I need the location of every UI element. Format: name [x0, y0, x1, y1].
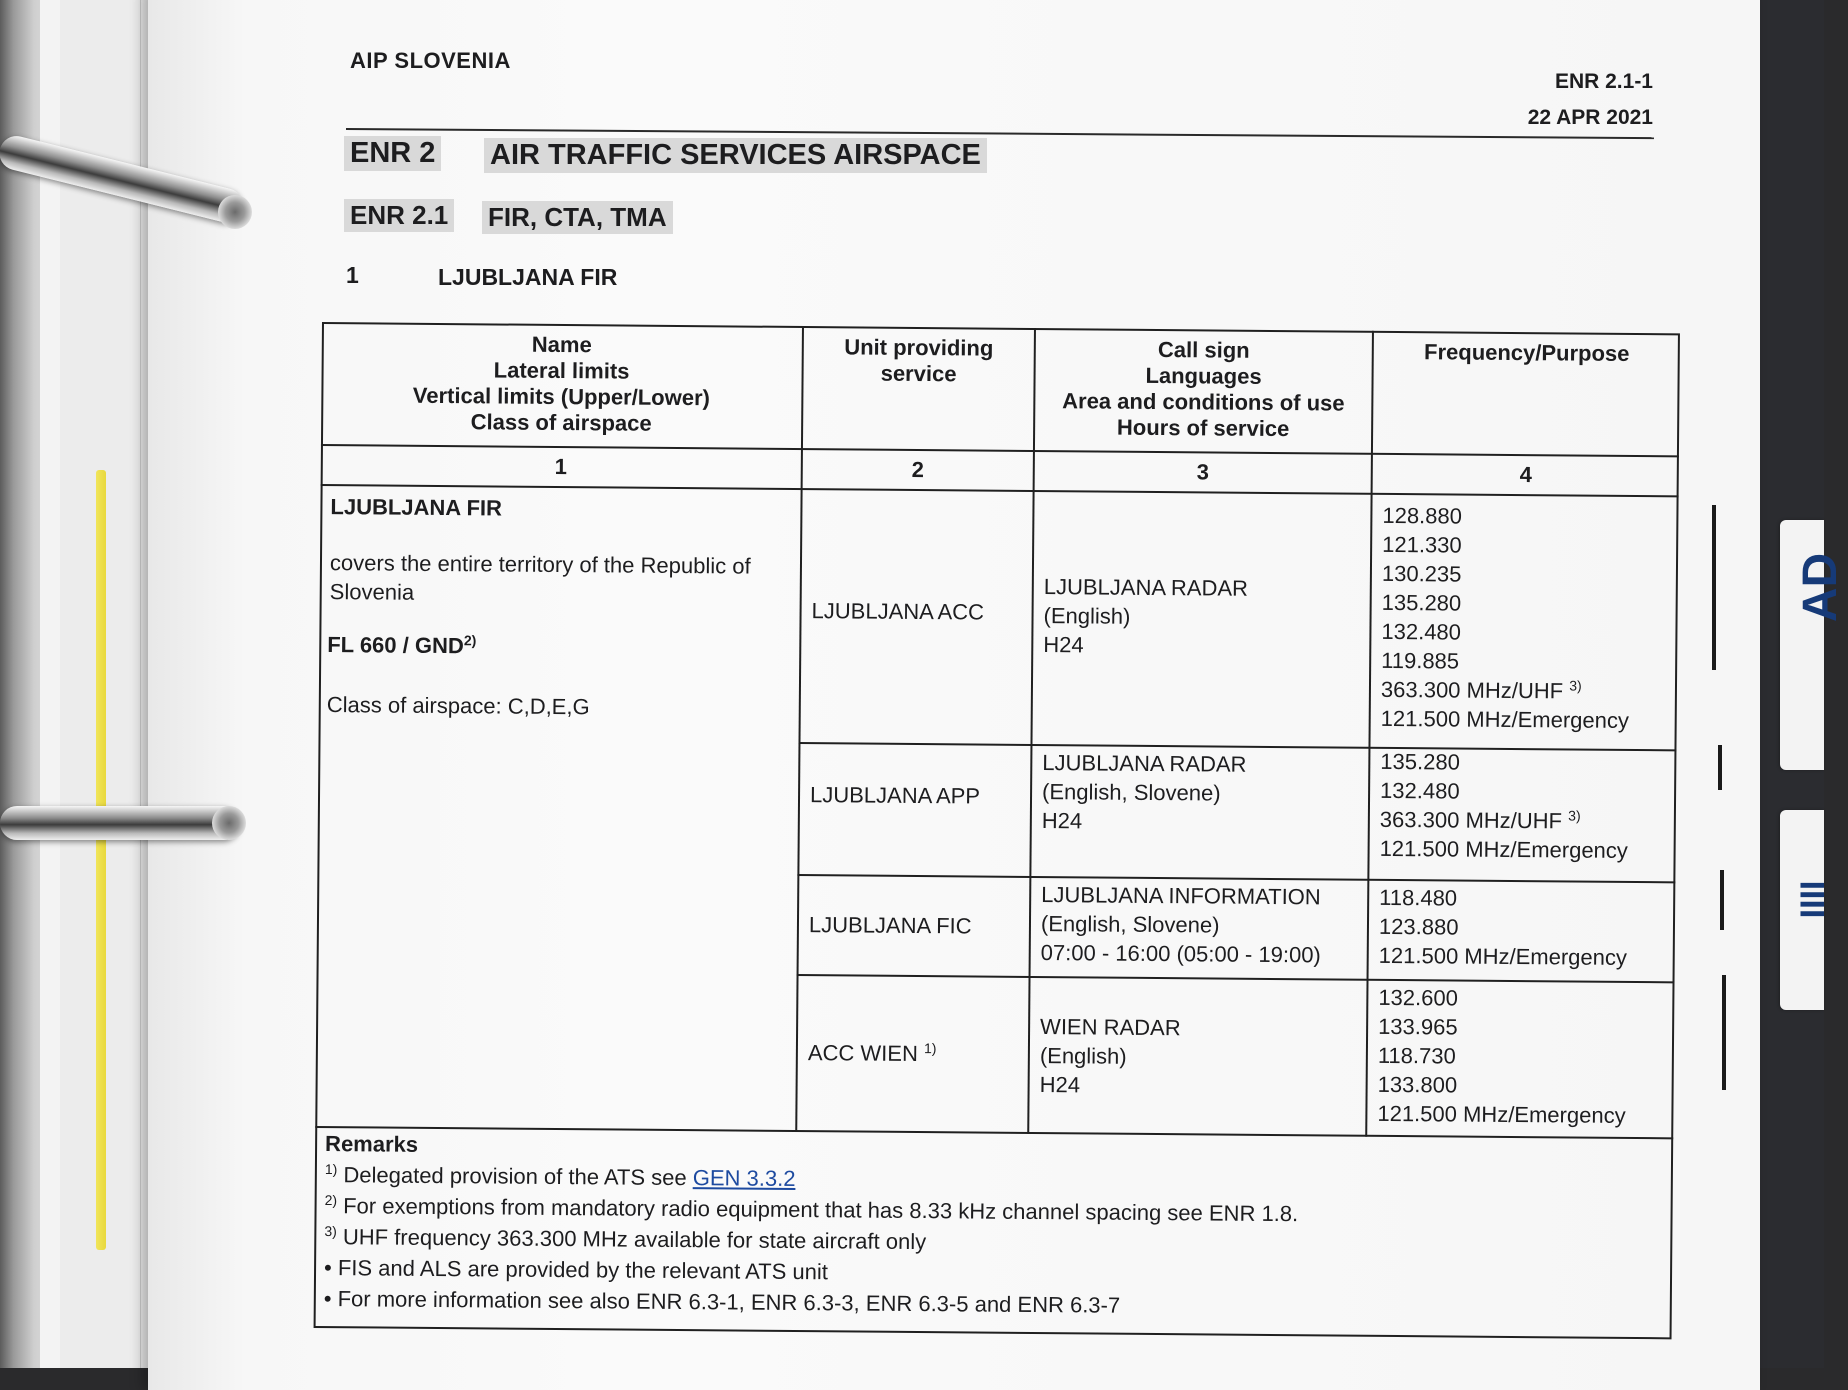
col-number-1: 1: [554, 453, 568, 480]
frequency-item: [1380, 805, 1628, 836]
gen-3-3-2-link[interactable]: GEN 3.3.2: [692, 1165, 796, 1191]
callsign-line: H24: [1039, 1072, 1081, 1098]
footnote-ref: 1): [923, 1040, 937, 1057]
col-header-3: [1035, 336, 1372, 443]
frequency-item: 135.280: [1380, 748, 1460, 775]
fir-lateral-limits: covers the entire territory of the Republic of Slovenia: [329, 550, 751, 605]
frequency-item: 123.880: [1378, 913, 1459, 940]
remark-marker: 2): [324, 1192, 338, 1209]
col-header-line: Unit providing: [844, 334, 994, 361]
col-header-line: Lateral limits: [493, 357, 630, 384]
remark-bullet: •: [323, 1255, 332, 1281]
fir-name: LJUBLJANA FIR: [330, 494, 503, 521]
frequency-item: 128.880: [1382, 502, 1463, 529]
frequency-item: 121.500 MHz/Emergency: [1377, 1100, 1626, 1128]
col-number-4: 4: [1519, 462, 1532, 488]
frequency-item: [1381, 675, 1629, 706]
heading-1-number: ENR 2: [344, 136, 441, 171]
airspace-table: [314, 322, 1680, 1341]
col-header-line: Languages: [1145, 362, 1262, 389]
col-header-line: Call sign: [1157, 337, 1250, 363]
callsign-line: (English, Slovene): [1041, 779, 1221, 806]
frequencies-acc-wien: [1377, 983, 1626, 1130]
frequency-item: 121.500 MHz/Emergency: [1379, 835, 1628, 863]
side-tab-glyph: IIII: [1792, 880, 1831, 919]
callsign-line: LJUBLJANA RADAR: [1042, 750, 1247, 777]
unit-acc-wien: [808, 1038, 937, 1068]
fir-airspace-class: Class of airspace: C,D,E,G: [326, 692, 590, 720]
frequency-item: 119.885: [1381, 647, 1460, 674]
heading-2-title: FIR, CTA, TMA: [482, 201, 673, 234]
callsign-line: 07:00 - 16:00 (05:00 - 19:00): [1040, 940, 1321, 968]
callsign-line: WIEN RADAR: [1040, 1014, 1181, 1041]
frequency-item: 121.500 MHz/Emergency: [1380, 705, 1630, 733]
remark-text: FIS and ALS are provided by the relevant ATS unit: [337, 1255, 828, 1285]
remarks-title: Remarks: [325, 1131, 419, 1157]
remark-marker: 3): [324, 1223, 337, 1240]
frequency-item: 133.800: [1377, 1071, 1458, 1098]
unit-ljubljana-fic: LJUBLJANA FIC: [808, 912, 972, 939]
callsign-line: (English, Slovene): [1040, 911, 1220, 938]
remark-text: Delegated provision of the ATS see: [343, 1162, 693, 1191]
frequency-item: 132.480: [1381, 618, 1462, 645]
callsign-line: H24: [1041, 808, 1083, 834]
frequency-item: 132.600: [1378, 984, 1459, 1011]
remark-marker: 1): [324, 1161, 338, 1178]
col-header-4: [1374, 339, 1680, 368]
frequency-item: 130.235: [1381, 560, 1462, 587]
side-tab-label: AD: [1794, 552, 1848, 623]
col-header-2: [803, 334, 1033, 388]
col-header-line: Name: [531, 331, 592, 358]
unit-ljubljana-acc: LJUBLJANA ACC: [811, 598, 985, 625]
header-page-id: ENR 2.1-1: [1554, 70, 1653, 93]
frequency-item: 118.480: [1379, 884, 1458, 911]
col-number-2: 2: [911, 456, 925, 483]
unit-ljubljana-app: LJUBLJANA APP: [809, 782, 981, 809]
heading-2-number: ENR 2.1: [344, 199, 454, 232]
heading-1-title: AIR TRAFFIC SERVICES AIRSPACE: [484, 138, 987, 173]
callsign-ljubljana-app: [1042, 748, 1247, 837]
frequency-text: 363.300 MHz/UHF: [1380, 676, 1564, 704]
col-header-line: service: [880, 360, 957, 387]
col-header-line: Frequency/Purpose: [1423, 339, 1630, 366]
remark-text: For more information see also ENR 6.3-1, ENR 6.3-3, ENR 6.3-5 and ENR 6.3-7: [337, 1286, 1121, 1318]
section-title: LJUBLJANA FIR: [438, 264, 618, 290]
remark-text: UHF frequency 363.300 MHz available for state aircraft only: [342, 1224, 927, 1255]
frequencies-ljubljana-app: [1380, 747, 1629, 865]
remark-text: For exemptions from mandatory radio equipment that has 8.33 kHz channel spacing see ENR 1.8.: [343, 1193, 1299, 1227]
col-header-1: [321, 330, 802, 438]
callsign-ljubljana-fic: [1041, 880, 1322, 969]
vertical-limits-text: FL 660 / GND: [327, 632, 464, 659]
frequencies-ljubljana-fic: [1379, 883, 1628, 972]
callsign-line: (English): [1043, 603, 1131, 629]
remarks-section: [324, 1128, 1656, 1325]
callsign-line: LJUBLJANA INFORMATION: [1041, 882, 1321, 910]
callsign-acc-wien: [1040, 1012, 1181, 1100]
col-header-line: Class of airspace: [470, 409, 652, 436]
frequency-item: 135.280: [1381, 589, 1462, 616]
callsign-line: LJUBLJANA RADAR: [1043, 574, 1249, 601]
col-header-line: Hours of service: [1116, 414, 1290, 442]
footnote-ref: 2): [463, 632, 477, 649]
callsign-line: (English): [1039, 1043, 1127, 1069]
frequency-item: 133.965: [1378, 1013, 1458, 1040]
frequency-item: 121.500 MHz/Emergency: [1378, 942, 1628, 970]
frequencies-ljubljana-acc: [1381, 501, 1631, 735]
header-publication: AIP SLOVENIA: [350, 48, 511, 73]
callsign-line: H24: [1043, 632, 1084, 658]
col-number-3: 3: [1196, 459, 1210, 485]
remark-bullet: •: [323, 1286, 332, 1312]
section-number: 1: [346, 262, 359, 288]
fir-vertical-limits: [327, 630, 787, 663]
frequency-text: 363.300 MHz/UHF: [1379, 806, 1563, 834]
frequency-item: 132.480: [1380, 777, 1460, 804]
header-date: 22 APR 2021: [1527, 106, 1653, 129]
col-header-line: Vertical limits (Upper/Lower): [412, 382, 711, 411]
frequency-item: 121.330: [1382, 531, 1462, 558]
footnote-ref: 3): [1568, 807, 1581, 824]
footnote-ref: 3): [1569, 677, 1582, 694]
col-header-line: Area and conditions of use: [1062, 388, 1345, 416]
callsign-ljubljana-acc: [1043, 572, 1248, 661]
frequency-item: 118.730: [1377, 1042, 1456, 1069]
unit-text: ACC WIEN: [807, 1040, 918, 1067]
